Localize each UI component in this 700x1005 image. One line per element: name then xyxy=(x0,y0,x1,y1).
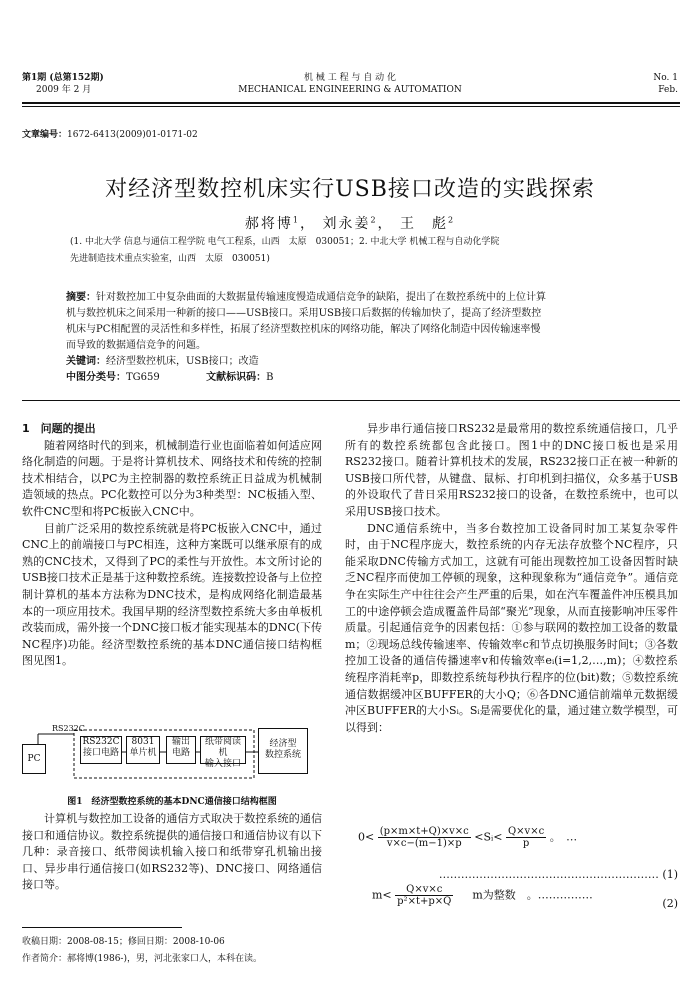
equation-1 xyxy=(358,826,577,849)
author-2: 刘永姜 xyxy=(322,216,371,232)
issue-line1: 第1期 (总第152期) xyxy=(22,73,104,83)
doc-code-label: 文献标识码： xyxy=(206,372,267,383)
article-number-label: 文章编号： xyxy=(22,130,68,140)
article-number-value: 1672-6413(2009)01-0171-02 xyxy=(67,130,198,140)
author-3: 王 彪 xyxy=(400,216,448,232)
eq1-fraction-2 xyxy=(506,826,546,849)
received-date: 收稿日期：2008-08-15；修回日期：2008-10-06 xyxy=(22,937,225,947)
eq1-tail: 。 … xyxy=(549,830,578,844)
eq1-fraction xyxy=(378,826,471,849)
paragraph: 目前广泛采用的数控系统就是将PC板嵌入CNC中，通过CNC上的前端接口与PC相连，这种方案既可以继承原有的成熟的CNC技术，又得到了PC的柔性与开放性。本文所讨论的USB接口技术正是基于这种数控系统。连接数控设备与上位控制计算机的基本方法称为DNC技术，是构成网络化制造最基本的一项应用技术。我国早期的经济型数控系统大多由单板机改装而成，需外接一个DNC接口板才能实现基本的DNC(下传NC程序)功能。经济型数控系统的基本DNC通信接口结构框图见图1。 xyxy=(22,521,323,668)
box-line: 输出 xyxy=(171,737,190,747)
eq1-left: 0< xyxy=(358,830,375,844)
issue-number xyxy=(653,72,678,96)
pc-box: PC xyxy=(22,744,46,774)
author-list: 郝将博$^1$， 刘永姜$^2$， 王 彪$^2$ xyxy=(244,215,456,232)
affiliation-line: 先进制造技术重点实验室，山西 太原 030051) xyxy=(70,254,270,264)
abstract-line: 机与数控机床之间采用一种新的接口——USB接口。采用USB接口后数据的传输加快了，提高了经济型数控 xyxy=(66,308,542,319)
author-bio: 作者简介：郝将博(1986-)，男，河北张家口人，本科在读。 xyxy=(22,954,262,964)
box-line: 接口电路 xyxy=(82,748,119,758)
issue-no: No. 1 xyxy=(653,73,678,83)
journal-name xyxy=(0,72,700,96)
article-number xyxy=(22,127,198,140)
paragraph: 随着网络时代的到来，机械制造行业也面临着如何适应网络化制造的问题。于是将计算机技术、网络技术和传统的控制技术相结合，以PC为主控制器的数控系统正日益成为机械制造领域的热点。PC化数控可以分为3种类型：NC板插入型、软件CNC型和将PC板嵌入CNC中。 xyxy=(22,438,322,518)
box-line: 经济型 xyxy=(269,739,297,749)
eq2-denominator: p²×t+p×Q xyxy=(397,896,452,907)
eq1-denominator-2: p xyxy=(522,838,530,849)
left-column-continued xyxy=(22,811,322,894)
author-2-sup: 2 xyxy=(370,215,378,225)
issue-month: Feb. xyxy=(658,85,678,95)
affiliation-line: (1. 中北大学 信息与通信工程学院 电气工程系，山西 太原 030051；2. 中北大学 机械工程与自动化学院 xyxy=(70,237,500,247)
box-line: 纸带阅读机 xyxy=(204,737,241,758)
journal-name-cn: 机 械 工 程 与 自 动 化 xyxy=(303,73,397,83)
eq2-fraction xyxy=(395,884,453,907)
right-column xyxy=(345,421,678,736)
eq2-left: m< xyxy=(372,888,392,902)
figure-1-caption: 图1 经济型数控系统的基本DNC通信接口结构框图 xyxy=(67,797,277,807)
box-line: 8031 xyxy=(131,737,155,747)
eq2-number: (2) xyxy=(662,897,678,910)
journal-name-en: MECHANICAL ENGINEERING & AUTOMATION xyxy=(238,85,462,95)
eq1-mid: <Sᵢ< xyxy=(474,830,503,844)
header-rule-thin xyxy=(22,106,680,107)
paragraph: 异步串行通信接口RS232是最常用的数控系统通信接口，几乎所有的数控系统都包含此接口。图1中的DNC接口板也是采用RS232接口。随着计算机技术的发展，RS232接口正在被一种新的USB接口所代替，从键盘、鼠标、打印机到扫描仪，众多基于USB的外设取代了昔日采用RS232接口的设备，在数控系统中，也可以采用USB接口技术。 xyxy=(345,422,678,518)
clc-label: 中图分类号： xyxy=(66,372,126,383)
eq2-tail: m为整数 。…………… xyxy=(472,888,593,902)
abstract xyxy=(66,290,636,386)
abstract-line: 而导致的数据通信竞争的问题。 xyxy=(66,340,206,351)
author-3-sup: 2 xyxy=(448,215,456,225)
eq2-numerator: Q×v×c xyxy=(395,884,453,896)
eq1-numerator: (p×m×t+Q)×v×c xyxy=(379,826,469,837)
author-1-sup: 1 xyxy=(292,215,300,225)
equation-2 xyxy=(372,884,593,907)
doc-code-value: B xyxy=(266,372,274,383)
box-line: RS232C xyxy=(82,737,120,747)
economic-cnc-box xyxy=(258,728,308,774)
keywords: 经济型数控机床，USB接口；改造 xyxy=(106,356,259,367)
section-title: 1 问题的提出 xyxy=(22,422,96,435)
box-line: 数控系统 xyxy=(264,750,301,760)
clc-value: TG659 xyxy=(126,372,160,383)
figure-1 xyxy=(22,722,327,822)
left-column xyxy=(22,421,322,670)
issue-line2: 2009 年 2 月 xyxy=(36,85,92,95)
abstract-rule xyxy=(22,400,680,401)
tape-reader-box xyxy=(200,736,246,769)
rs232c-link-label: RS232C xyxy=(52,724,85,733)
mcu-8031-box xyxy=(126,736,160,764)
box-line: 单片机 xyxy=(129,748,157,758)
eq1-number: …………………………………………………… (1) xyxy=(438,868,678,881)
abstract-line: 机床与PC相配置的灵活性和多样性，拓展了经济型数控机床的网络功能，解决了网络化制造中因传输速率慢 xyxy=(66,324,541,335)
eq1-denominator: v×c−(m−1)×p xyxy=(386,838,462,849)
abstract-label: 摘要： xyxy=(66,292,96,303)
box-line: 电路 xyxy=(171,748,190,758)
abstract-line: 针对数控加工中复杂曲面的大数据量传输速度慢造成通信竞争的缺陷，提出了在数控系统中的上位计算 xyxy=(96,292,546,303)
paragraph: DNC通信系统中，当多台数控加工设备同时加工某复杂零件时，由于NC程序庞大，数控系统的内存无法存放整个NC程序，只能采取DNC传输方式加工，这就有可能出现数控加工设备因暂时缺乏NC程序而使加工停顿的现象，这种现象称为“通信竞争”。通信竞争在实际生产中往往会产生严重的后果，如在汽车覆盖件冲压模具加工的中途停顿会造成覆盖件局部“聚光”现象，从而直接影响冲压零件质量。引起通信竞争的因素包括：①参与联网的数控加工设备的数量m；②现场总线传输速率、传输效率c和节点切换服务时间t；③各数控加工设备的通信传播速率v和传输效率eᵢ(i=1,2,…,m)；④数控系统程序消耗率p，即数控系统每秒执行程序的位(bit)数；⑤数控系统通信数据缓冲区BUFFER的大小Q；⑥各DNC通信前端单元数据缓冲区BUFFER的大小Sᵢ。Sᵢ是需要优化的量，通过建立数学模型，可以得到： xyxy=(345,521,678,734)
paragraph: 计算机与数控加工设备的通信方式取决于数控系统的通信接口和通信协议。数控系统提供的通信接口和通信协议有以下几种：录音接口、纸带阅读机输入接口和纸带穿孔机输出接口、异步串行通信接口(如RS232等)、DNC接口、网络通信接口等。 xyxy=(22,812,322,892)
footnote-rule xyxy=(22,927,182,928)
output-circuit-box xyxy=(166,736,196,764)
box-line: 输入接口 xyxy=(204,759,241,769)
affiliation xyxy=(70,234,630,268)
eq1-numerator-2: Q×v×c xyxy=(507,826,545,837)
rs232c-interface-box xyxy=(80,736,122,764)
author-1: 郝将博 xyxy=(244,216,293,232)
header-rule xyxy=(22,102,680,104)
paper-title: 对经济型数控机床实行USB接口改造的实践探索 xyxy=(105,177,595,202)
keywords-label: 关键词： xyxy=(66,356,106,367)
